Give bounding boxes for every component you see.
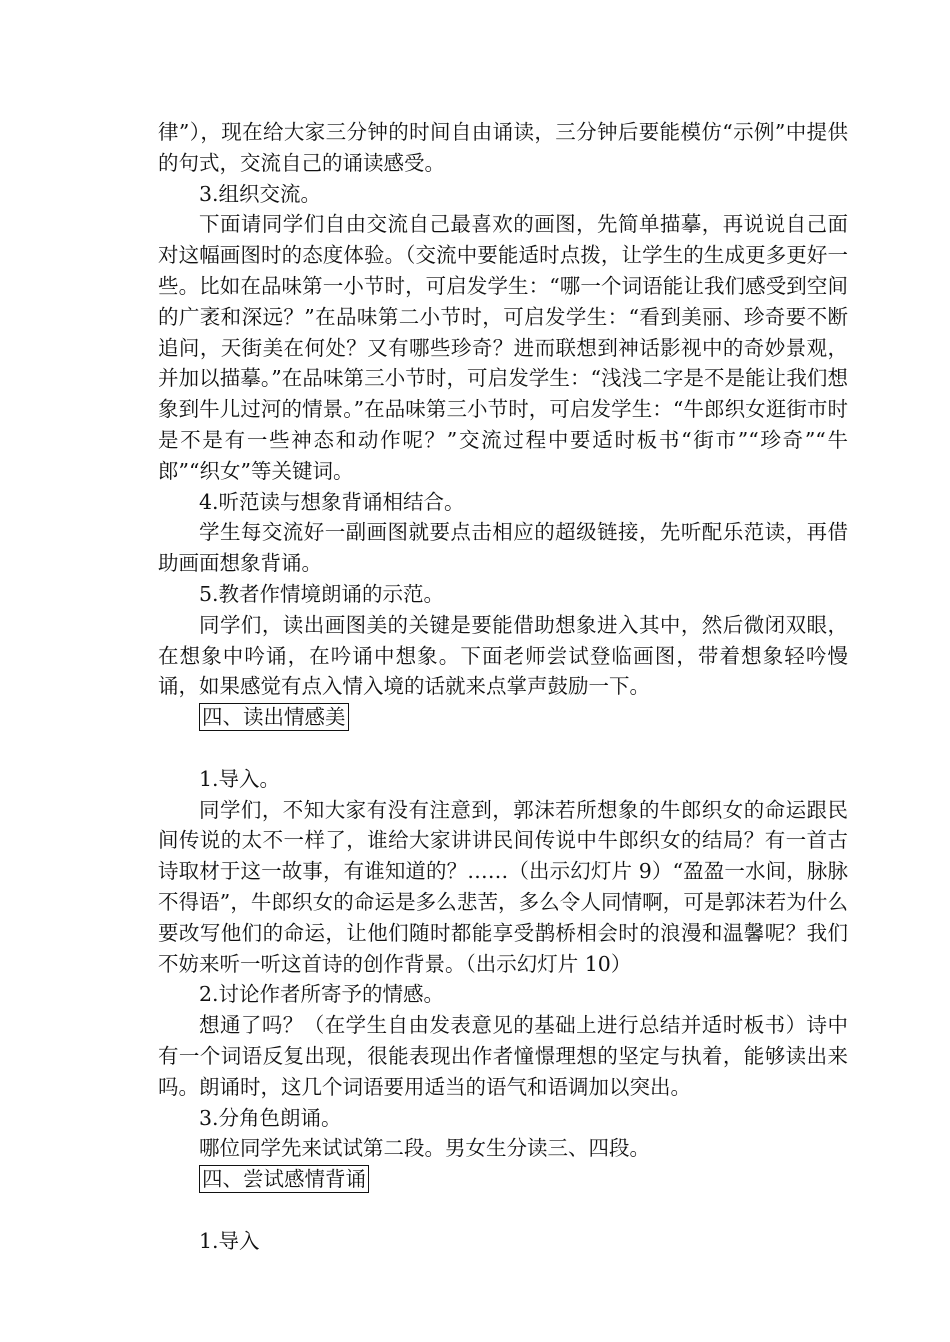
step-title: 1.导入 — [199, 1228, 260, 1253]
paragraph: 学生每交流好一副画图就要点击相应的超级链接，先听配乐范读，再借助画面想象背诵。 — [158, 520, 848, 576]
section-heading-text: 四、读出情感美 — [199, 703, 349, 731]
spacer — [158, 1195, 848, 1226]
paragraph: 同学们，不知大家有没有注意到，郭沫若所想象的牛郎织女的命运跟民间传说的太不一样了，谁给大家讲讲民间传说中牛郎织女的结局？有一首古诗取材于这一故事，有谁知道的？……（出示幻灯片 9）“盈盈一水间，脉脉不得语”，牛郎织女的命运是多么悲苦，多么令人同情啊，可是郭沫若为什么要改写他们的命运，让他们随时都能享受鹊桥相会时的浪漫和温馨呢？我们不妨来听一听这首诗的创作背景。（出示幻灯片 10） — [158, 797, 848, 976]
step-title: 1.导入。 — [199, 766, 281, 791]
paragraph: 想通了吗？（在学生自由发表意见的基础上进行总结并适时板书）诗中有一个词语反复出现，很能表现出作者憧憬理想的坚定与执着，能够读出来吗。朗诵时，这几个词语要用适当的语气和语调加以突出。 — [158, 1013, 848, 1099]
step-title: 3.分角色朗诵。 — [199, 1105, 342, 1130]
paragraph: 律”），现在给大家三分钟的时间自由诵读，三分钟后要能模仿“示例”中提供的句式，交流自己的诵读感受。 — [158, 120, 848, 175]
step-title: 3.组织交流。 — [199, 181, 322, 206]
section-heading — [199, 1164, 848, 1195]
paragraph: 同学们，读出画图美的关键是要能借助想象进入其中，然后微闭双眼，在想象中吟诵，在吟诵中想象。下面老师尝试登临画图，带着想象轻吟慢诵，如果感觉有点入情入境的话就来点掌声鼓励一下。 — [158, 612, 848, 699]
paragraph: 下面请同学们自由交流自己最喜欢的画图，先简单描摹，再说说自己面对这幅画图时的态度体验。（交流中要能适时点拨，让学生的生成更多更好一些。比如在品味第一小节时，可启发学生：“哪一个词语能让我们感受到空间的广袤和深远？”在品味第二小节时，可启发学生：“看到美丽、珍奇要不断追问，天街美在何处？又有哪些珍奇？进而联想到神话影视中的奇妙景观，并加以描摹。”在品味第三小节时，可启发学生：“浅浅二字是不是能让我们想象到牛儿过河的情景。”在品味第三小节时，可启发学生：“牛郎织女逛街市时是不是有一些神态和动作呢？”交流过程中要适时板书“街市”“珍奇”“牛郎”“织女”等关键词。 — [158, 212, 848, 483]
step-title: 4.听范读与想象背诵相结合。 — [199, 489, 465, 514]
spacer — [158, 733, 848, 764]
section-heading-text: 四、尝试感情背诵 — [199, 1165, 369, 1193]
step-title: 2.讨论作者所寄予的情感。 — [199, 982, 445, 1007]
document-page — [158, 117, 848, 1256]
step-title: 5.教者作情境朗诵的示范。 — [199, 581, 445, 606]
paragraph: 哪位同学先来试试第二段。男女生分读三、四段。 — [199, 1136, 650, 1161]
section-heading — [199, 702, 848, 733]
